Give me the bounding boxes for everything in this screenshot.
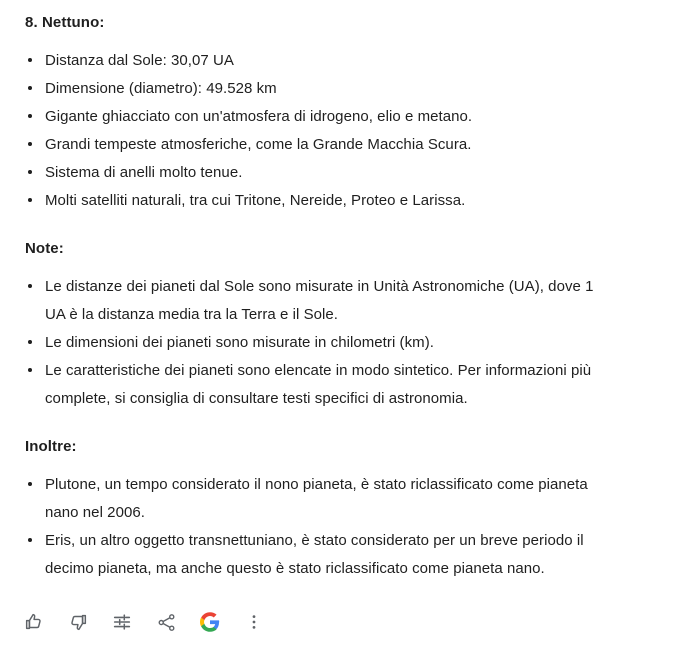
- list-item-text: Distanza dal Sole: 30,07 UA: [45, 52, 234, 69]
- more-vert-icon: [244, 612, 264, 632]
- list-item-text: Gigante ghiacciato con un'atmosfera di idrogeno, elio e metano.: [45, 108, 473, 125]
- list-item: [25, 103, 635, 131]
- bullet-dot-icon: [28, 114, 32, 118]
- response-actions-toolbar: [0, 600, 675, 644]
- list-item-text: Grandi tempeste atmosferiche, come la Grande Macchia Scura.: [45, 136, 472, 153]
- bullet-dot-icon: [28, 340, 32, 344]
- list-item-text: Molti satelliti naturali, tra cui Tritone, Nereide, Proteo e Larissa.: [45, 192, 466, 209]
- list-item: [25, 75, 635, 103]
- thumb-down-icon: [67, 611, 89, 633]
- thumb-up-icon: [23, 611, 45, 633]
- list-item-text: Sistema di anelli molto tenue.: [45, 164, 243, 181]
- list-item-text: Plutone, un tempo considerato il nono pianeta, è stato riclassificato come pianeta nano nel 2006.: [45, 476, 588, 521]
- tune-icon: [111, 611, 133, 633]
- bullet-dot-icon: [28, 170, 32, 174]
- thumb-up-button[interactable]: [22, 610, 46, 634]
- bullet-dot-icon: [28, 86, 32, 90]
- bullet-dot-icon: [28, 142, 32, 146]
- google-icon: [200, 612, 220, 632]
- bullet-dot-icon: [28, 482, 32, 486]
- list-item: [25, 187, 635, 215]
- list-item: [25, 357, 635, 413]
- google-search-button[interactable]: [198, 610, 222, 634]
- list-item-text: Le dimensioni dei pianeti sono misurate in chilometri (km).: [45, 334, 434, 351]
- section-heading-note: Note:: [25, 240, 64, 257]
- list-item-text: Dimensione (diametro): 49.528 km: [45, 80, 277, 97]
- thumb-down-button[interactable]: [66, 610, 90, 634]
- bullet-list-nettuno: [25, 47, 635, 215]
- list-item-text: Le distanze dei pianeti dal Sole sono misurate in Unità Astronomiche (UA), dove 1 UA è la distanza media tra la Terra e il Sole.: [45, 278, 594, 323]
- section-heading-nettuno: 8. Nettuno:: [25, 14, 105, 31]
- bullet-dot-icon: [28, 198, 32, 202]
- share-button[interactable]: [154, 610, 178, 634]
- bullet-dot-icon: [28, 538, 32, 542]
- list-item: [25, 159, 635, 187]
- share-icon: [156, 612, 177, 633]
- more-options-button[interactable]: [242, 610, 266, 634]
- list-item: [25, 131, 635, 159]
- list-item-text: Eris, un altro oggetto transnettuniano, è stato considerato per un breve periodo il decimo pianeta, ma anche questo è stato riclassificato come pianeta nano.: [45, 532, 584, 577]
- bullet-dot-icon: [28, 368, 32, 372]
- bullet-list-note: [25, 273, 635, 413]
- bullet-list-inoltre: [25, 471, 635, 583]
- list-item: [25, 471, 635, 527]
- section-heading-inoltre: Inoltre:: [25, 438, 77, 455]
- list-item-text: Le caratteristiche dei pianeti sono elencate in modo sintetico. Per informazioni più complete, si consiglia di consultare testi specifici di astronomia.: [45, 362, 592, 407]
- list-item: [25, 273, 635, 329]
- bullet-dot-icon: [28, 58, 32, 62]
- tune-button[interactable]: [110, 610, 134, 634]
- bullet-dot-icon: [28, 284, 32, 288]
- list-item: [25, 47, 635, 75]
- list-item: [25, 329, 635, 357]
- list-item: [25, 527, 635, 583]
